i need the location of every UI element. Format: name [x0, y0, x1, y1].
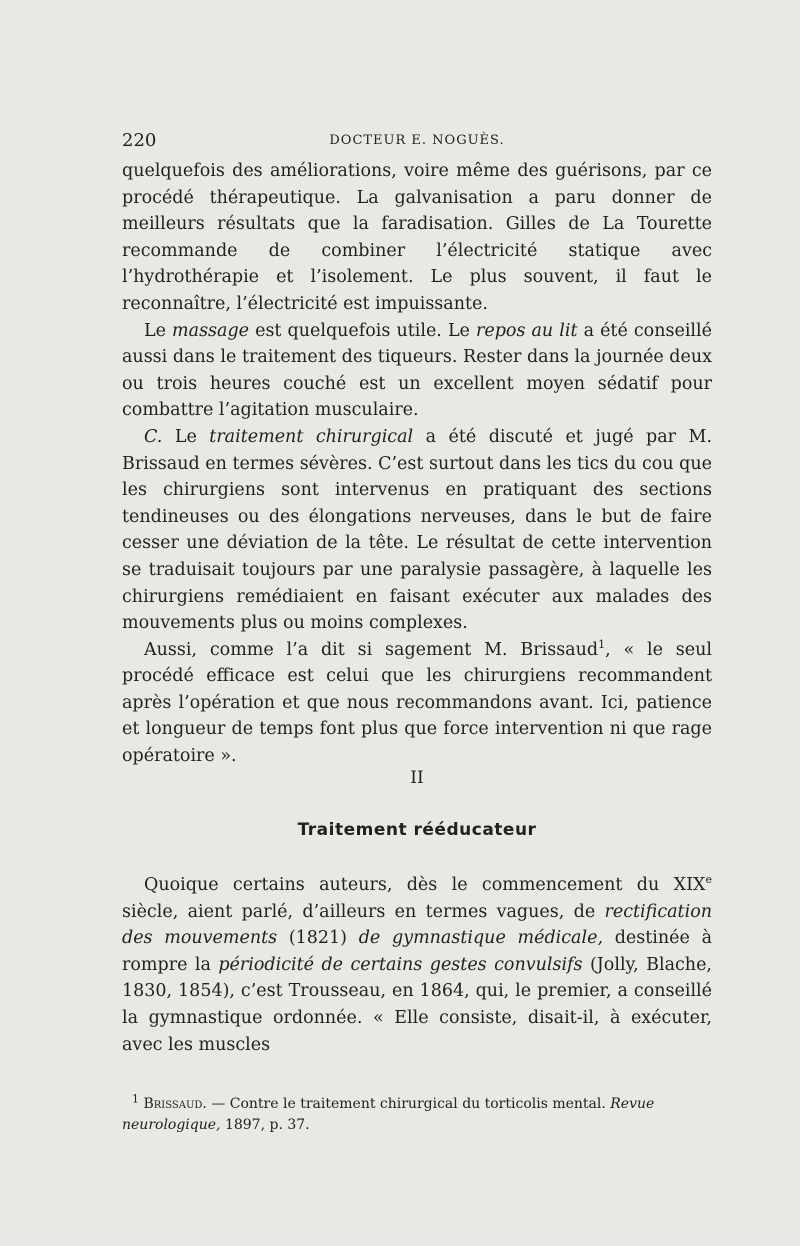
- footnote: [122, 1094, 712, 1136]
- italic-term-surgical: traitement chirurgical: [209, 426, 414, 447]
- section-letter: C.: [144, 426, 163, 447]
- text-run: Le: [144, 320, 173, 341]
- text-run: siècle, aient parlé, d’ailleurs en termes vagues, de: [122, 901, 605, 922]
- text-run: a été discuté et jugé par M. Brissaud en termes sévères. C’est surtout dans les tics du cou que les chirurgiens sont intervenus en pratiquant des sections tendineuses ou des élongations nerveuses, dans le but de faire cesser une déviation de la tête. Le résultat de cette intervention se traduisait toujours par une paralysie passagère, à laquelle les chirurgiens remédiaient en faisant exécuter aux malades des mouvements plus ou moins complexes.: [122, 426, 713, 634]
- paragraph-reeducation: [122, 872, 712, 1058]
- text-run: Le: [162, 426, 210, 447]
- section-title: Traitement rééducateur: [297, 820, 537, 840]
- footnote-number: 1: [132, 1092, 139, 1106]
- body-text-top: [122, 158, 712, 770]
- text-run: (1821): [277, 928, 359, 949]
- text-run: Quoique certains auteurs, dès le commencement du: [144, 875, 674, 895]
- footnote-marker: 1: [598, 637, 606, 651]
- text-run: (Jolly, Blache, 1830, 1854), c’est Trousseau, en 1864, qui, le premier, a conseillé la gymnastique ordonnée. « Elle consiste, disait-il, à exécuter, avec les muscles: [122, 954, 712, 1055]
- paragraph-surgical: [122, 424, 712, 637]
- text-run: est quelquefois utile. Le: [249, 320, 476, 341]
- paragraph-electricity: quelquefois des améliorations, voire même des guérisons, par ce procédé thérapeutique. La galvanisation a paru donner de meilleurs résultats que la faradisation. Gilles de La Tourette recommande de combiner l’électricité statique avec l’hydrothérapie et l’isolement. Le plus souvent, il faut le reconnaître, l’électricité est impuissante.: [122, 161, 712, 314]
- page-number: 220: [122, 130, 157, 151]
- footnote-reference: 1897, p. 37.: [220, 1117, 310, 1133]
- italic-term-gymnastique: de gymnastique médicale,: [358, 928, 604, 949]
- footnote-title: — Contre le traitement chirurgical du torticolis mental.: [206, 1096, 611, 1112]
- section-number: II: [410, 768, 424, 788]
- paragraph-brissaud-quote: [122, 637, 712, 770]
- text-run: destinée à rompre la: [122, 928, 712, 975]
- body-text-bottom: [122, 872, 712, 1058]
- italic-term-rectification: rectification des mouvements: [122, 901, 712, 949]
- page-header: [122, 130, 712, 152]
- italic-term-repos: repos au lit: [475, 320, 578, 341]
- century-suffix: e: [705, 873, 712, 887]
- footnote-journal: Revue neurologique,: [122, 1096, 655, 1133]
- paragraph-massage: [122, 318, 712, 424]
- italic-term-massage: massage: [172, 320, 250, 341]
- text-run: Aussi, comme l’a dit si sagement M. Brissaud: [144, 639, 599, 660]
- italic-term-periodicite: périodicité de certains gestes convulsifs: [218, 954, 583, 975]
- running-title: DOCTEUR E. NOGUÈS.: [329, 133, 505, 148]
- century-numeral: XIX: [673, 875, 706, 895]
- text-run: , « le seul procédé efficace est celui que les chirurgiens recommandent après l’opération et que nous recommandons avant. Ici, patience et longueur de temps font plus que force intervention ni que rage opératoire ».: [122, 639, 712, 767]
- text-run: a été conseillé aussi dans le traitement des tiqueurs. Rester dans la journée deux ou trois heures couché est un excellent moyen sédatif pour combattre l’agitation musculaire.: [122, 320, 712, 421]
- footnote-author: Brissaud.: [143, 1096, 207, 1112]
